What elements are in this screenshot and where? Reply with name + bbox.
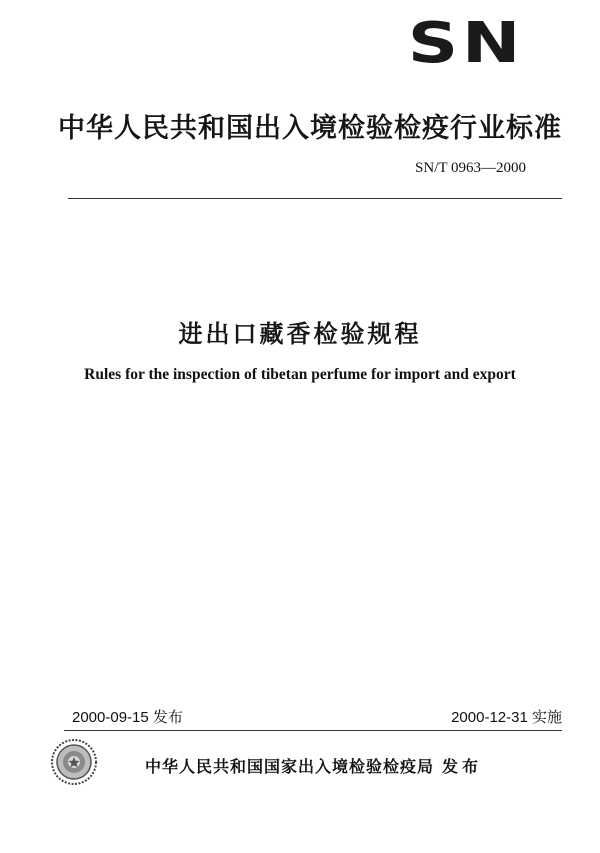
document-title-en: Rules for the inspection of tibetan perfume for import and export — [84, 366, 516, 383]
document-title-zh: 进出口藏香检验规程 — [178, 320, 422, 348]
header-title: 中华人民共和国出入境检验检疫行业标准 — [58, 113, 562, 144]
standard-number: SN/T 0963—2000 — [415, 160, 526, 176]
publisher: 中华人民共和国国家出入境检验检疫局 — [145, 757, 435, 776]
header-divider — [68, 198, 562, 199]
sn-logo: SN — [407, 11, 524, 76]
implementation-date: 2000-12-31 实施 — [451, 709, 562, 726]
national-emblem-seal-icon — [50, 738, 98, 786]
issue-date: 2000-09-15 发布 — [72, 709, 183, 726]
publish-action: 发布 — [442, 757, 483, 776]
footer-divider — [64, 730, 562, 731]
